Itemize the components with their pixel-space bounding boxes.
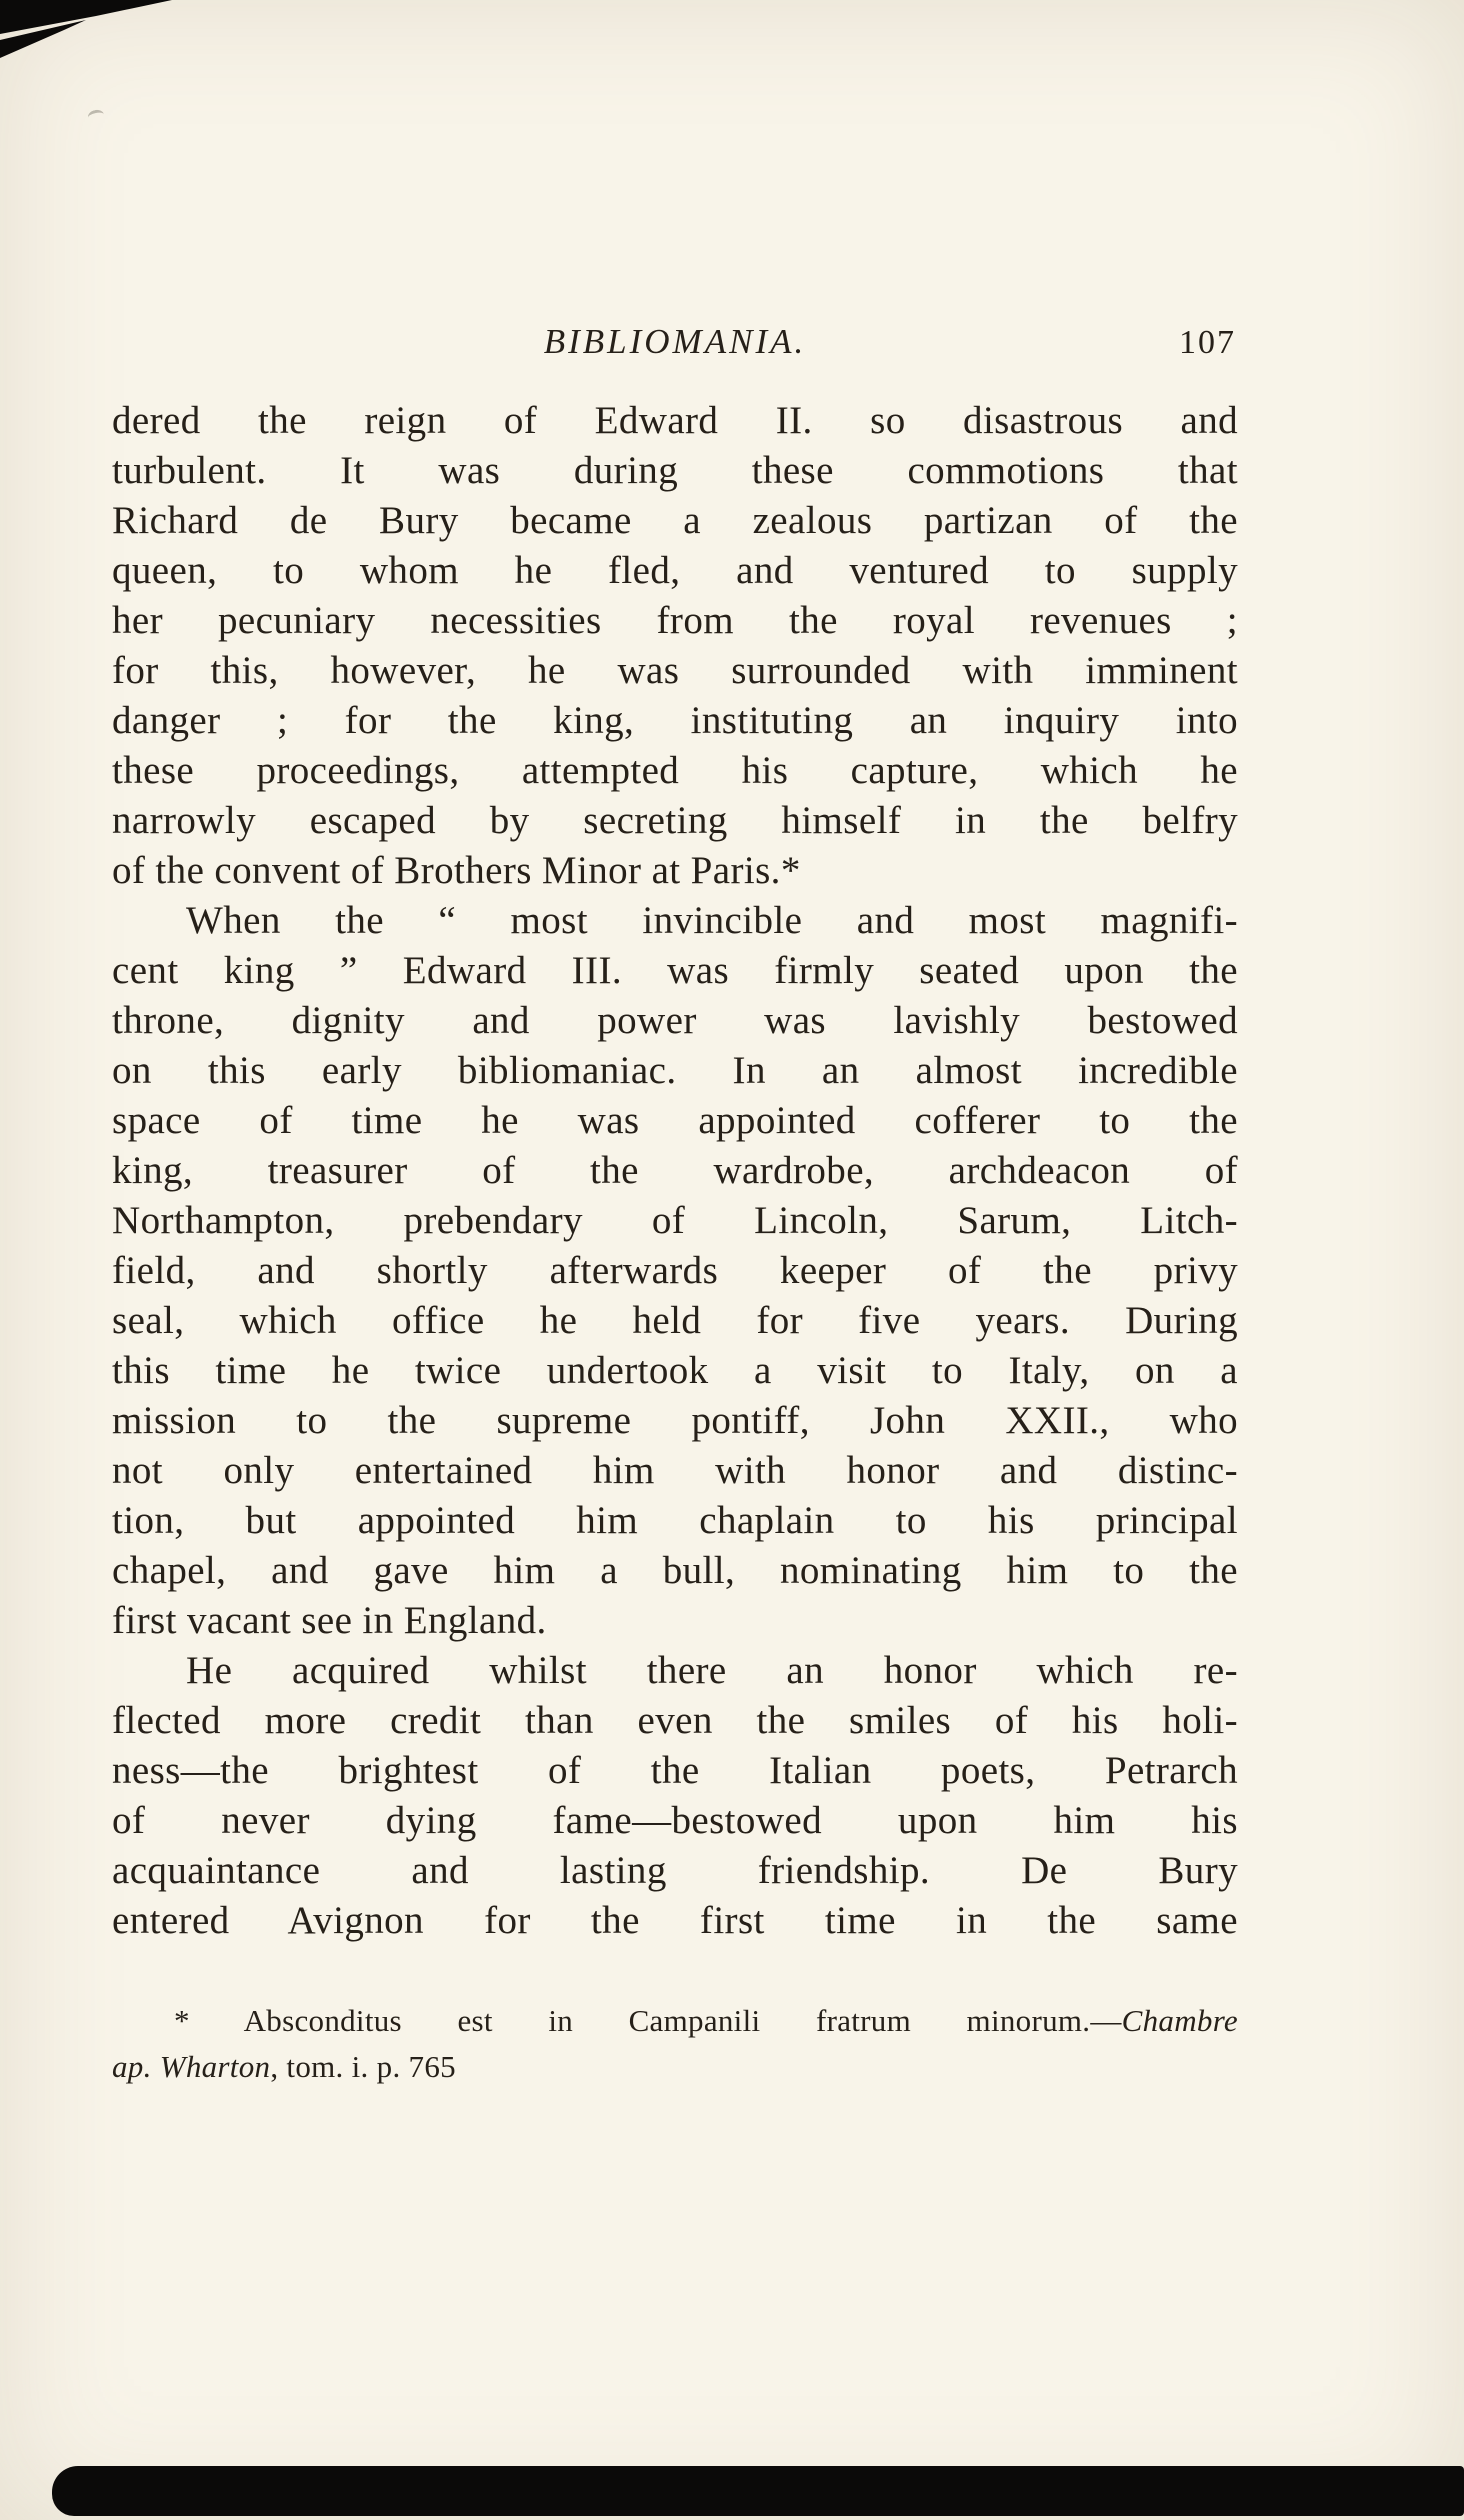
text-line: He acquired whilst there an honor which re- [186,1649,1238,1692]
page-number: 107 [1179,324,1236,361]
footnote-text: * Absconditus est in Campanili fratrum minorum.— [174,2003,1122,2038]
scan-corner-artifact [0,0,200,80]
text-line: narrowly escaped by secreting himself in the belfry [112,799,1238,842]
text-line: her pecuniary necessities from the royal revenues ; [112,599,1238,642]
footnote-text: , tom. i. p. 765 [270,2049,456,2084]
footnote-citation: Chambre [1121,2003,1238,2038]
text-line: acquaintance and lasting friendship. De Bury [112,1849,1238,1892]
text-line: ness—the brightest of the Italian poets, Petrarch [112,1749,1238,1792]
text-line: seal, which office he held for five years. During [112,1299,1238,1342]
paragraph [112,896,1238,1646]
text-line: first vacant see in England. [112,1599,547,1642]
text-line: When the “ most invincible and most magnifi- [186,899,1238,942]
text-line: dered the reign of Edward II. so disastrous and [112,399,1238,442]
text-line: tion, but appointed him chaplain to his principal [112,1499,1238,1542]
running-title: BIBLIOMANIA. [543,322,807,361]
footnote-line [112,1998,1238,2044]
scan-smudge [87,108,105,123]
footnote [112,1998,1238,2090]
body-text [112,396,1238,1946]
page-header [112,322,1238,370]
text-line: king, treasurer of the wardrobe, archdeacon of [112,1149,1238,1192]
text-line: field, and shortly afterwards keeper of the privy [112,1249,1238,1292]
text-line: chapel, and gave him a bull, nominating him to the [112,1549,1238,1592]
text-line: cent king ” Edward III. was firmly seated upon the [112,949,1238,992]
text-line: on this early bibliomaniac. In an almost incredible [112,1049,1238,1092]
text-line: queen, to whom he fled, and ventured to supply [112,549,1238,592]
text-line: mission to the supreme pontiff, John XXII., who [112,1399,1238,1442]
text-line: space of time he was appointed cofferer to the [112,1099,1238,1142]
text-line: entered Avignon for the first time in the same [112,1899,1238,1942]
text-line: Northampton, prebendary of Lincoln, Sarum, Litch- [112,1199,1238,1242]
paragraph [112,396,1238,896]
text-line: not only entertained him with honor and distinc- [112,1449,1238,1492]
scan-bottom-bar [52,2466,1464,2516]
text-line: throne, dignity and power was lavishly bestowed [112,999,1238,1042]
footnote-citation: ap. Wharton [112,2049,271,2084]
text-line: flected more credit than even the smiles of his holi- [112,1699,1238,1742]
text-line: for this, however, he was surrounded with imminent [112,649,1238,692]
text-line: of never dying fame—bestowed upon him his [112,1799,1238,1842]
text-line: Richard de Bury became a zealous partizan of the [112,499,1238,542]
footnote-line [112,2044,1238,2090]
text-line: of the convent of Brothers Minor at Paris.* [112,849,801,892]
text-line: turbulent. It was during these commotions that [112,449,1238,492]
paragraph [112,1646,1238,1946]
text-line: danger ; for the king, instituting an inquiry into [112,699,1238,742]
text-line: these proceedings, attempted his capture, which he [112,749,1238,792]
text-line: this time he twice undertook a visit to Italy, on a [112,1349,1238,1392]
